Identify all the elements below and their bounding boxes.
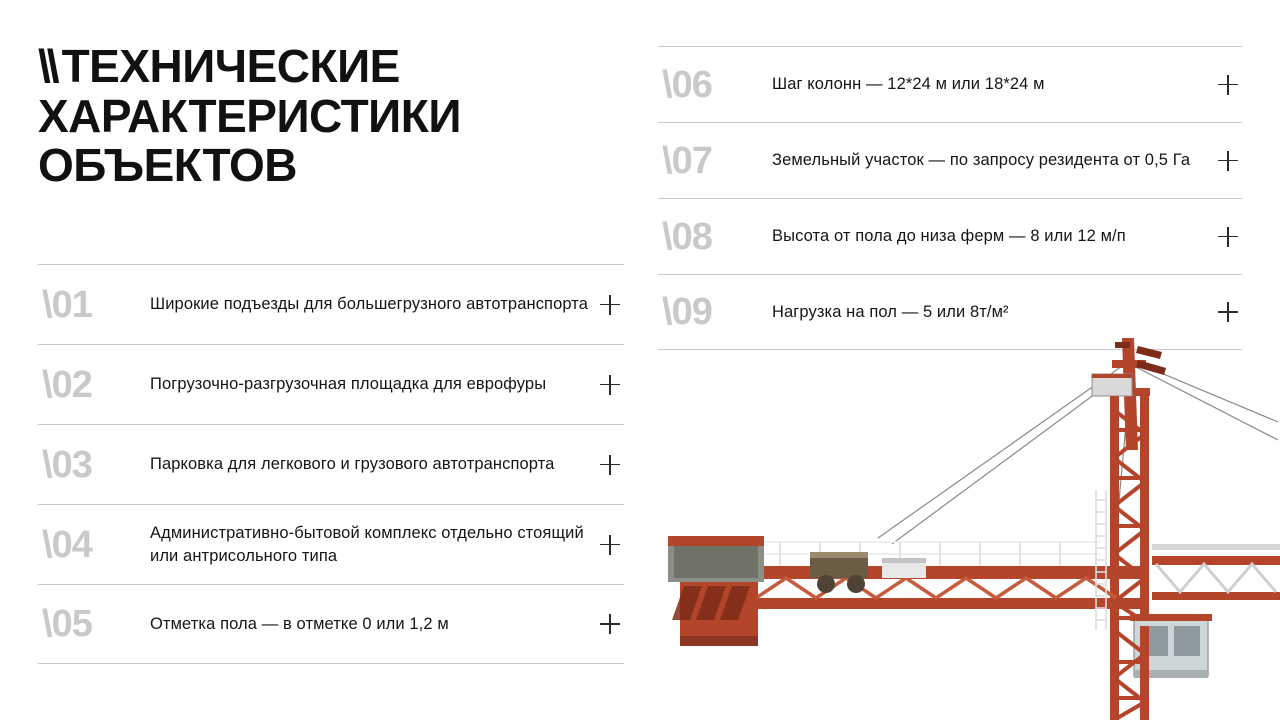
number-value: 06 — [671, 63, 712, 106]
title-text — [38, 42, 638, 191]
list-item[interactable] — [38, 584, 624, 664]
number-value: 05 — [51, 603, 92, 645]
list-item-number — [38, 283, 150, 326]
features-list-right — [658, 46, 1242, 350]
list-item[interactable] — [38, 424, 624, 504]
list-item-text: Широкие подъезды для большегрузного автотранспорта — [150, 295, 589, 314]
list-item-number — [38, 443, 150, 486]
list-item-number — [38, 363, 150, 406]
list-item[interactable] — [38, 344, 624, 424]
list-item-number — [658, 215, 772, 258]
number-value: 03 — [51, 443, 92, 486]
list-item-text: Административно-бытовой комплекс отдельно стоящий или антрисольного типа — [150, 523, 584, 565]
list-item-number — [38, 523, 150, 566]
number-value: 01 — [51, 283, 92, 326]
tower-crane-illustration — [660, 330, 1280, 720]
list-item-text: Шаг колонн — 12*24 м или 18*24 м — [772, 75, 1045, 94]
title-line-3: ОБЪЕКТОВ — [38, 139, 297, 192]
list-item-number — [38, 605, 150, 643]
plus-icon[interactable] — [1218, 227, 1238, 247]
number-slash: \ — [42, 283, 48, 326]
list-item-text: Погрузочно-разгрузочная площадка для еврофуры — [150, 375, 547, 394]
number-value: 07 — [671, 139, 712, 182]
plus-icon[interactable] — [600, 455, 620, 475]
list-item-text: Нагрузка на пол — 5 или 8т/м² — [772, 302, 1009, 321]
plus-icon[interactable] — [1218, 151, 1238, 171]
number-value: 02 — [51, 363, 92, 406]
list-item-text: Отметка пола — в отметке 0 или 1,2 м — [150, 614, 449, 633]
plus-icon[interactable] — [600, 535, 620, 555]
number-slash: \ — [662, 291, 668, 333]
number-slash: \ — [662, 215, 668, 258]
number-slash: \ — [42, 443, 48, 486]
plus-icon[interactable] — [600, 295, 620, 315]
number-slash: \ — [42, 603, 48, 645]
list-item-number — [658, 63, 772, 106]
list-item-number — [658, 293, 772, 331]
list-item[interactable] — [658, 122, 1242, 198]
list-item-text: Земельный участок — по запросу резидента от 0,5 Га — [772, 151, 1191, 170]
list-item-text: Парковка для легкового и грузового автотранспорта — [150, 455, 555, 474]
title-line-1: ТЕХНИЧЕСКИЕ — [61, 40, 400, 92]
plus-icon[interactable] — [1218, 75, 1238, 95]
page-title — [38, 42, 638, 191]
number-slash: \ — [42, 523, 48, 566]
number-slash: \ — [42, 363, 48, 406]
list-item[interactable] — [38, 504, 624, 584]
title-line-2: ХАРАКТЕРИСТИКИ — [38, 89, 461, 142]
plus-icon[interactable] — [600, 375, 620, 395]
number-value: 08 — [671, 215, 712, 258]
features-list-left — [38, 264, 624, 664]
list-item[interactable] — [38, 264, 624, 344]
number-value: 04 — [51, 523, 92, 566]
tower-crane-photo — [660, 330, 1280, 720]
plus-icon[interactable] — [1218, 302, 1238, 322]
list-item[interactable] — [658, 46, 1242, 122]
number-value: 09 — [671, 291, 712, 333]
number-slash: \ — [662, 139, 668, 182]
number-slash: \ — [662, 63, 668, 106]
title-slashes: \\ — [38, 40, 56, 92]
list-item-number — [658, 139, 772, 182]
plus-icon[interactable] — [600, 614, 620, 634]
list-item[interactable] — [658, 198, 1242, 274]
list-item-text: Высота от пола до низа ферм — 8 или 12 м/п — [772, 227, 1126, 246]
